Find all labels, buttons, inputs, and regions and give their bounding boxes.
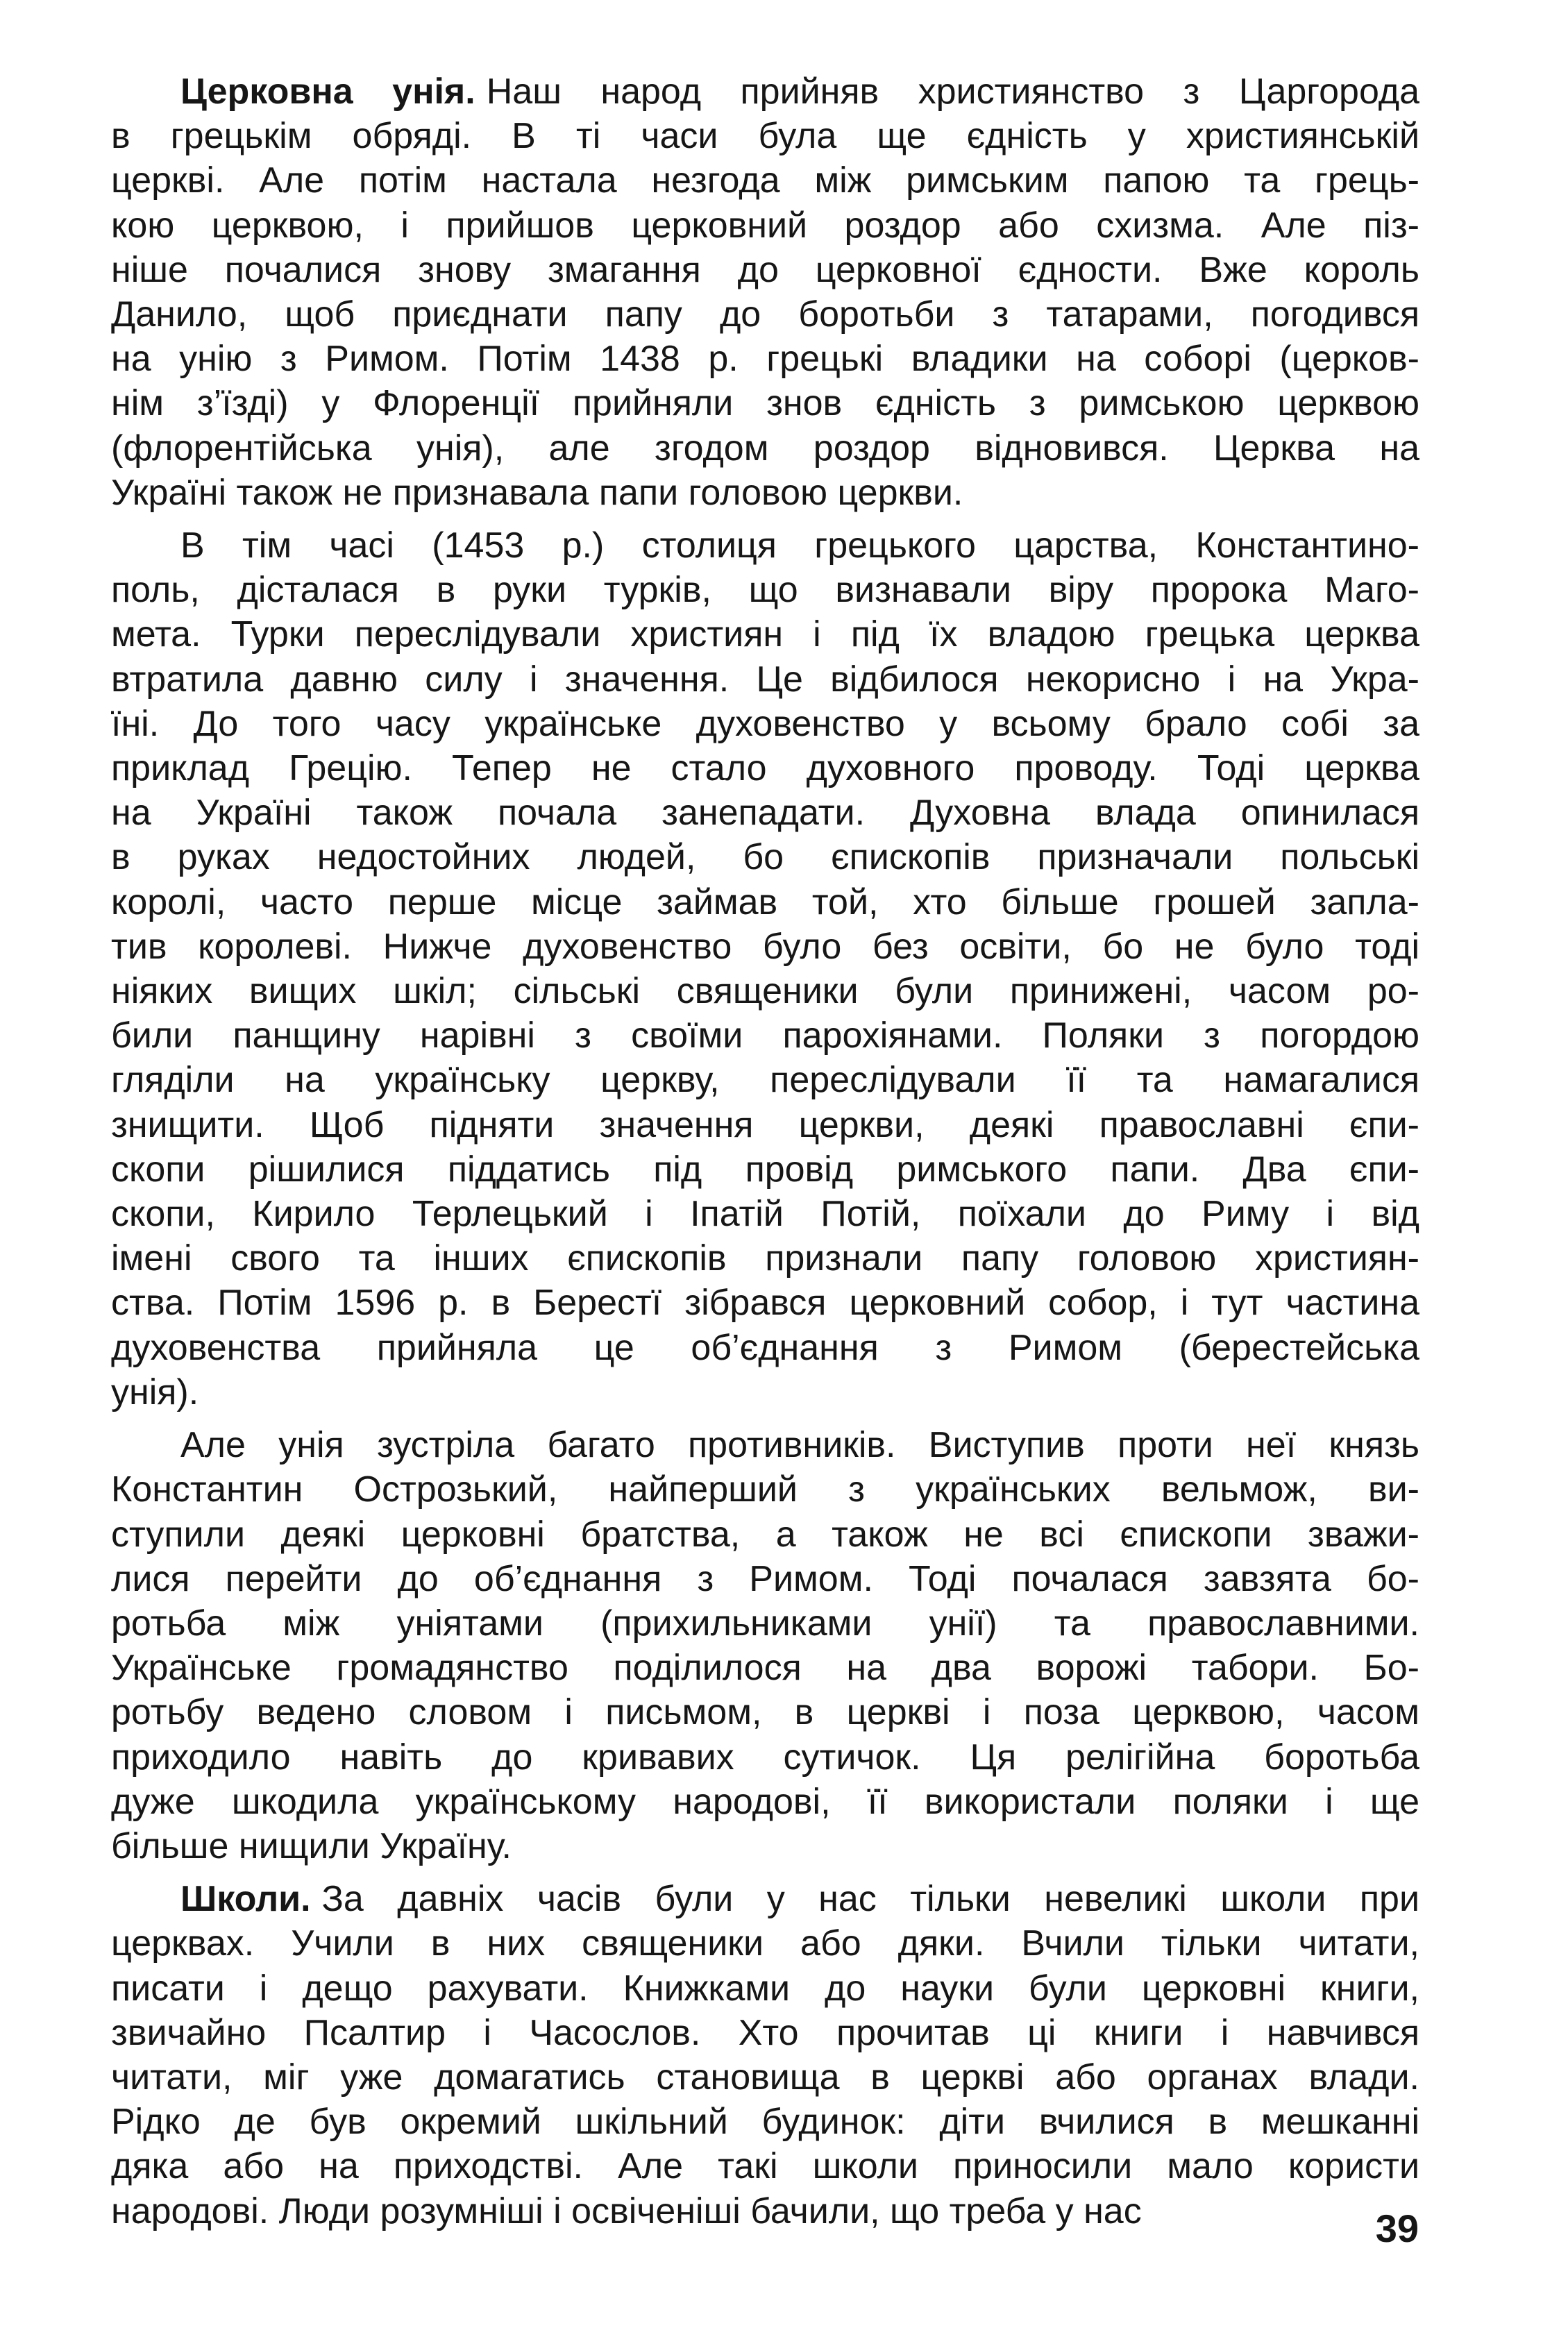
- text-line: [111, 1236, 1419, 1281]
- text-line: [111, 1966, 1419, 2011]
- text-line: [111, 1192, 1419, 1236]
- line-text: Україні також не признавала папи головою церкви.: [111, 472, 963, 513]
- line-text: писати і дещо рахувати. Книжками до науки були церковні книги,: [111, 1968, 1419, 2009]
- line-text: більше нищили Україну.: [111, 1825, 512, 1866]
- line-text: церкві. Але потім настала незгода між римським папою та грець-: [111, 160, 1419, 201]
- line-text: скопи, Кирило Терлецький і Іпатій Потій, поїхали до Риму і від: [111, 1194, 1419, 1235]
- text-line: [111, 1690, 1419, 1735]
- text-line: [111, 203, 1419, 248]
- line-text: на Україні також почала занепадати. Духовна влада опинилася: [111, 793, 1419, 834]
- page-number: 39: [1375, 2206, 1419, 2250]
- text-line: [111, 1824, 1419, 1868]
- line-text: За давніх часів були у нас тільки невеликі школи при: [321, 1879, 1419, 1920]
- text-line: [111, 791, 1419, 835]
- text-line: [111, 158, 1419, 203]
- line-text: Але унія зустріла багато противників. Виступив проти неї князь: [180, 1425, 1419, 1466]
- text-line: [111, 1147, 1419, 1192]
- text-line: [111, 657, 1419, 702]
- text-line: [111, 1557, 1419, 1601]
- text-line: [111, 2144, 1419, 2188]
- line-text: ротьбу ведено словом і письмом, в церкві і поза церквою, часом: [111, 1692, 1419, 1733]
- text-line: [111, 969, 1419, 1013]
- section-heading: Школи.: [180, 1879, 311, 1920]
- text-line: [111, 69, 1419, 114]
- line-text: дуже шкодила українському народові, її використали поляки і ще: [111, 1781, 1419, 1822]
- paragraph: [111, 1423, 1419, 1868]
- line-text: приходило навіть до кривавих сутичок. Ця релігійна боротьба: [111, 1737, 1419, 1778]
- text-line: [111, 114, 1419, 158]
- line-text: били панщину нарівні з своїми парохіянами. Поляки з погордою: [111, 1015, 1419, 1056]
- text-line: [111, 426, 1419, 471]
- line-text: Наш народ прийняв християнство з Царгорода: [486, 71, 1419, 112]
- paragraph: [111, 69, 1419, 515]
- text-line: [111, 1780, 1419, 1824]
- line-text: читати, міг уже домагатись становища в церкві або органах влади.: [111, 2057, 1419, 2098]
- line-text: приклад Грецію. Тепер не стало духовного проводу. Тоді церква: [111, 748, 1419, 789]
- section-heading: Церковна унія.: [180, 71, 475, 112]
- line-text: ніяких вищих шкіл; сільські священики були принижені, часом ро-: [111, 971, 1419, 1012]
- text-body: [111, 69, 1419, 2234]
- line-text: на унію з Римом. Потім 1438 р. грецькі владики на соборі (церков-: [111, 339, 1419, 380]
- line-text: мета. Турки переслідували християн і під їх владою грецька церква: [111, 614, 1419, 655]
- text-line: [111, 1370, 1419, 1415]
- line-text: В тім часі (1453 р.) столиця грецького царства, Константино-: [180, 525, 1419, 566]
- line-text: гляділи на українську церкву, переслідували її та намагалися: [111, 1060, 1419, 1101]
- text-line: [111, 925, 1419, 969]
- text-line: [111, 471, 1419, 515]
- line-text: Константин Острозький, найперший з українських вельмож, ви-: [111, 1469, 1419, 1510]
- text-line: [111, 1467, 1419, 1512]
- line-text: нім з’їзді) у Флоренції прийняли знов єдність з римською церквою: [111, 383, 1419, 424]
- line-text: Українське громадянство поділилося на два ворожі табори. Бо-: [111, 1648, 1419, 1689]
- line-text: в грецькім обряді. В ті часи була ще єдність у християнській: [111, 116, 1419, 157]
- text-line: [111, 702, 1419, 746]
- line-text: тив королеві. Нижче духовенство було без освіти, бо не було тоді: [111, 926, 1419, 967]
- text-line: [111, 1281, 1419, 1325]
- line-text: дяка або на приходстві. Але такі школи приносили мало користи: [111, 2146, 1419, 2187]
- text-line: [111, 1877, 1419, 1921]
- line-text: унія).: [111, 1372, 199, 1412]
- text-line: [111, 1921, 1419, 1966]
- text-line: [111, 746, 1419, 791]
- text-line: [111, 1326, 1419, 1370]
- line-text: ніше почалися знову змагання до церковної єдности. Вже король: [111, 249, 1419, 290]
- text-line: [111, 835, 1419, 879]
- text-line: [111, 2055, 1419, 2100]
- line-text: втратила давню силу і значення. Це відбилося некорисно і на Укра-: [111, 659, 1419, 700]
- line-text: духовенства прийняла це об’єднання з Римом (берестейська: [111, 1327, 1419, 1368]
- line-text: поль, дісталася в руки турків, що визнавали віру пророка Маго-: [111, 570, 1419, 611]
- text-line: [111, 1601, 1419, 1646]
- text-line: [111, 568, 1419, 612]
- text-line: [111, 381, 1419, 425]
- text-line: [111, 523, 1419, 568]
- line-text: народові. Люди розумніші і освіченіші бачили, що треба у нас: [111, 2191, 1142, 2231]
- line-text: звичайно Псалтир і Часослов. Хто прочитав ці книги і навчився: [111, 2012, 1419, 2053]
- text-line: [111, 1512, 1419, 1557]
- text-line: [111, 248, 1419, 292]
- paragraph: [111, 523, 1419, 1415]
- line-text: Рідко де був окремий шкільний будинок: діти вчилися в мешканні: [111, 2102, 1419, 2143]
- line-text: ступили деякі церковні братства, а також не всі єпископи зважи-: [111, 1514, 1419, 1555]
- text-line: [111, 1423, 1419, 1467]
- line-text: знищити. Щоб підняти значення церкви, деякі православні єпи-: [111, 1104, 1419, 1145]
- line-text: королі, часто перше місце займав той, хто більше грошей запла-: [111, 881, 1419, 922]
- line-text: кою церквою, і прийшов церковний роздор або схизма. Але піз-: [111, 205, 1419, 246]
- text-line: [111, 1735, 1419, 1780]
- line-text: їні. До того часу українське духовенство у всьому брало собі за: [111, 703, 1419, 744]
- text-line: [111, 2100, 1419, 2144]
- line-text: імені свого та інших єпископів признали папу головою християн-: [111, 1238, 1419, 1279]
- line-text: лися перейти до об’єднання з Римом. Тоді почалася завзята бо-: [111, 1558, 1419, 1599]
- line-text: в руках недостойних людей, бо єпископів призначали польські: [111, 837, 1419, 878]
- line-text: церквах. Учили в них священики або дяки. Вчили тільки читати,: [111, 1923, 1419, 1964]
- text-line: [111, 612, 1419, 657]
- text-line: [111, 1646, 1419, 1690]
- line-text: скопи рішилися піддатись під провід римського папи. Два єпи-: [111, 1149, 1419, 1190]
- text-line: [111, 2011, 1419, 2055]
- line-text: Данило, щоб приєднати папу до боротьби з татарами, погодився: [111, 294, 1419, 335]
- line-text: ротьба між уніятами (прихильниками унії) та православними.: [111, 1603, 1419, 1644]
- text-line: [111, 1013, 1419, 1058]
- paragraph: [111, 1877, 1419, 2234]
- text-line: [111, 2189, 1419, 2234]
- text-line: [111, 880, 1419, 925]
- text-line: [111, 1058, 1419, 1102]
- text-line: [111, 292, 1419, 337]
- text-line: [111, 337, 1419, 381]
- line-text: ства. Потім 1596 р. в Берестї зібрався церковний собор, і тут частина: [111, 1283, 1419, 1324]
- text-line: [111, 1103, 1419, 1147]
- line-text: (флорентійська унія), але згодом роздор відновився. Церква на: [111, 428, 1419, 469]
